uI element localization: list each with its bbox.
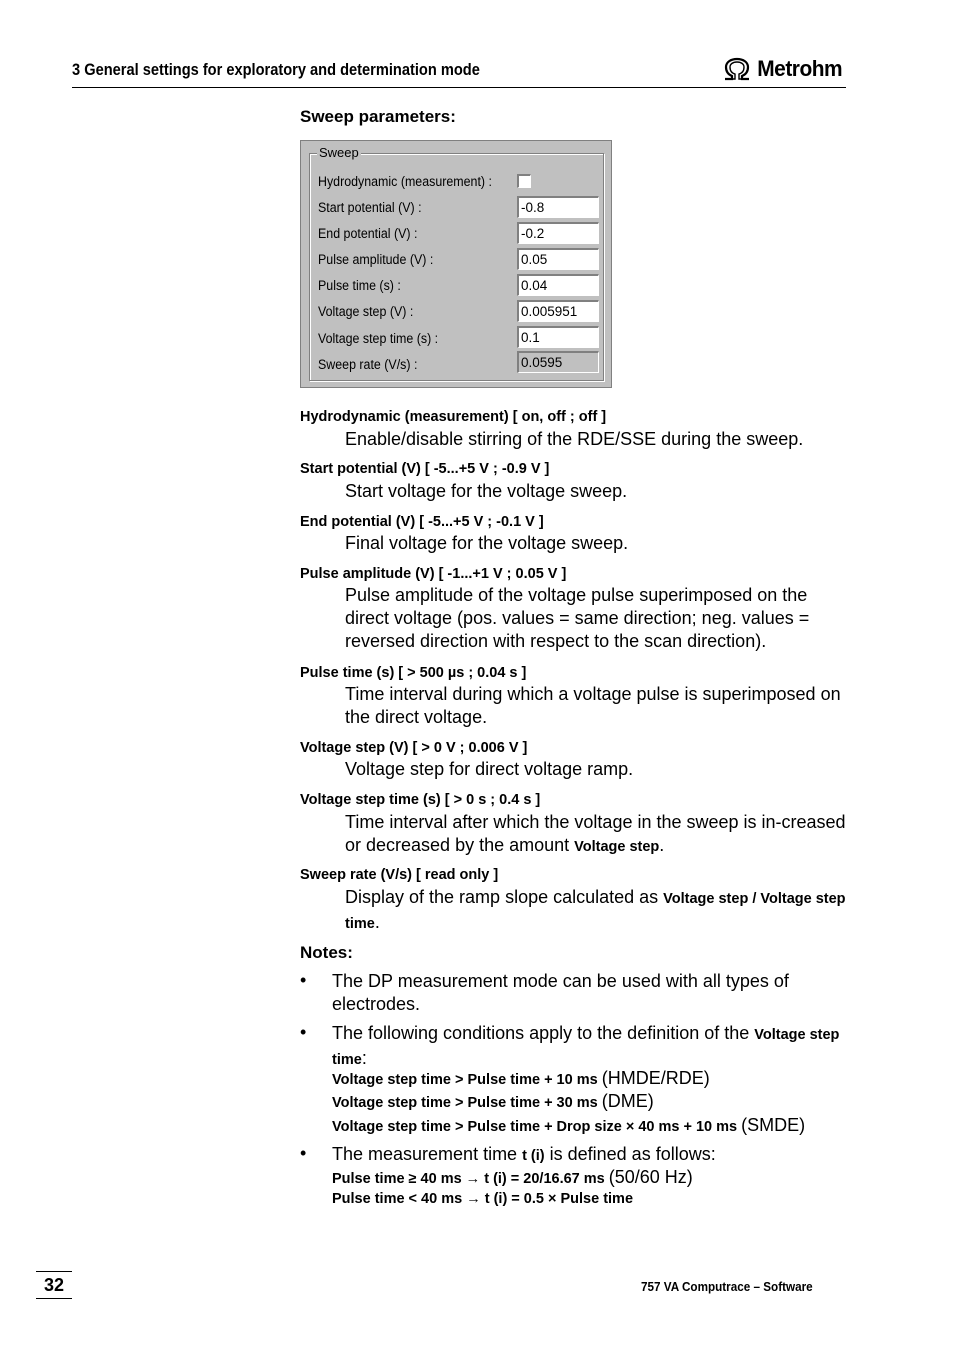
note-text: is defined as follows: (544, 1144, 716, 1164)
logo-wordmark: Metrohm (757, 56, 843, 81)
sweep-rate-readonly-field: 0.0595 (517, 351, 599, 373)
rule-formula: Pulse time ≥ 40 ms → t (i) = 20/16.67 ms (332, 1171, 605, 1187)
pulse-time-input[interactable]: 0.04 (517, 274, 599, 296)
param-desc-end-potential: Final voltage for the voltage sweep. (345, 533, 629, 553)
end-potential-label: End potential (V) : (318, 226, 418, 241)
condition-formula: Voltage step time > Pulse time + 10 ms (332, 1072, 598, 1088)
condition-hmde (332, 1068, 710, 1089)
desc-text: . (374, 912, 380, 932)
voltage-step-label: Voltage step (V) : (318, 304, 414, 319)
voltage-step-time-label: Voltage step time (s) : (318, 331, 439, 346)
note-2 (332, 1022, 852, 1072)
rule-frequency: (50/60 Hz) (608, 1167, 693, 1187)
note-term: t (i) (522, 1148, 545, 1164)
desc-text: . (659, 835, 665, 855)
page-number: 32 (36, 1271, 72, 1299)
running-header: 3 General settings for exploratory and determination mode (72, 60, 480, 79)
condition-electrode: (HMDE/RDE) (601, 1068, 710, 1088)
condition-electrode: (DME) (601, 1091, 654, 1111)
start-potential-input[interactable]: -0.8 (517, 196, 599, 218)
param-heading-sweep-rate: Sweep rate (V/s) [ read only ] (300, 867, 499, 883)
header-rule (72, 87, 846, 88)
note-text: The following conditions apply to the definition of the (332, 1023, 755, 1043)
desc-text: Display of the ramp slope calculated as (345, 887, 664, 907)
note-term: Voltage step time (332, 1027, 840, 1068)
condition-smde (332, 1115, 805, 1136)
voltage-step-time-input[interactable]: 0.1 (517, 326, 599, 348)
section-heading: Sweep parameters: (300, 107, 456, 126)
measurement-time-rule-2: Pulse time < 40 ms → t (i) = 0.5 × Pulse time (332, 1191, 634, 1207)
param-desc-pulse-amplitude: Pulse amplitude of the voltage pulse superimposed on the direct voltage (pos. values = same direction; neg. values = reversed direction with respect to the scan direction). (345, 585, 810, 651)
condition-formula: Voltage step time > Pulse time + Drop size × 40 ms + 10 ms (332, 1119, 738, 1135)
bullet-icon: • (300, 970, 307, 990)
param-desc-voltage-step: Voltage step for direct voltage ramp. (345, 759, 634, 779)
param-desc-pulse-time: Time interval during which a voltage pulse is superimposed on the direct voltage. (345, 684, 841, 727)
voltage-step-input[interactable]: 0.005951 (517, 300, 599, 322)
notes-heading: Notes: (300, 943, 353, 962)
note-text: The measurement time (332, 1144, 523, 1164)
note-text: : (361, 1048, 367, 1068)
condition-dme (332, 1091, 654, 1112)
footer-product-name: 757 VA Computrace – Software (641, 1279, 813, 1294)
param-heading-start-potential: Start potential (V) [ -5...+5 V ; -0.9 V ] (300, 461, 550, 477)
pulse-amplitude-input[interactable]: 0.05 (517, 248, 599, 270)
param-heading-voltage-step-time: Voltage step time (s) [ > 0 s ; 0.4 s ] (300, 792, 541, 808)
param-desc-hydrodynamic: Enable/disable stirring of the RDE/SSE during the sweep. (345, 429, 804, 449)
hydrodynamic-checkbox[interactable] (517, 174, 531, 188)
hydrodynamic-label: Hydrodynamic (measurement) : (318, 174, 492, 189)
desc-text: Time interval after which the voltage in the sweep is in-creased or decreased by the amount (345, 812, 846, 855)
param-heading-end-potential: End potential (V) [ -5...+5 V ; -0.1 V ] (300, 514, 544, 530)
param-desc-voltage-step-time (345, 811, 850, 859)
note-3 (332, 1143, 852, 1168)
metrohm-logo (722, 55, 844, 83)
condition-formula: Voltage step time > Pulse time + 30 ms (332, 1095, 598, 1111)
omega-icon (722, 57, 752, 81)
sweep-dialog (300, 140, 612, 388)
bullet-icon: • (300, 1022, 307, 1042)
desc-term: Voltage step / Voltage step time (345, 891, 846, 932)
pulse-amplitude-label: Pulse amplitude (V) : (318, 252, 434, 267)
param-desc-start-potential: Start voltage for the voltage sweep. (345, 481, 628, 501)
param-desc-sweep-rate (345, 886, 850, 936)
start-potential-label: Start potential (V) : (318, 200, 422, 215)
desc-term: Voltage step (574, 839, 660, 855)
param-heading-pulse-amplitude: Pulse amplitude (V) [ -1...+1 V ; 0.05 V ] (300, 566, 567, 582)
param-heading-hydrodynamic: Hydrodynamic (measurement) [ on, off ; off ] (300, 409, 607, 425)
bullet-icon: • (300, 1143, 307, 1163)
sweep-rate-label: Sweep rate (V/s) : (318, 357, 418, 372)
param-heading-voltage-step: Voltage step (V) [ > 0 V ; 0.006 V ] (300, 740, 528, 756)
condition-electrode: (SMDE) (741, 1115, 806, 1135)
param-heading-pulse-time: Pulse time (s) [ > 500 µs ; 0.04 s ] (300, 665, 527, 681)
note-1: The DP measurement mode can be used with all types of electrodes. (332, 971, 789, 1014)
groupbox-title: Sweep (319, 145, 359, 160)
end-potential-input[interactable]: -0.2 (517, 222, 599, 244)
measurement-time-rule-1 (332, 1167, 693, 1188)
pulse-time-label: Pulse time (s) : (318, 278, 401, 293)
